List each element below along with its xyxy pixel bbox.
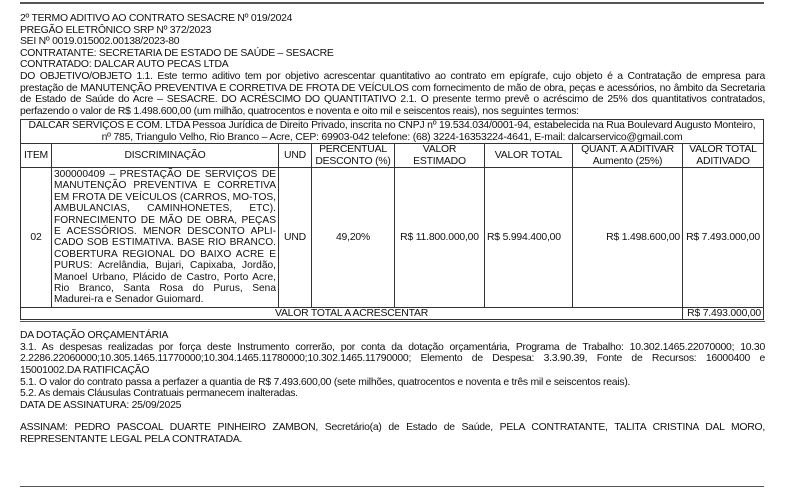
contratante: CONTRATANTE: SECRETARIA DE ESTADO DE SAÚDE – SESACRE [20,47,334,59]
col-valor-total: VALOR TOTAL [485,144,573,168]
cell-quant-aditivar: R$ 1.498.600,00 [573,167,683,307]
total-label: VALOR TOTAL A ACRESCENTAR [21,307,683,319]
col-valor-total-aditivado: VALOR TOTAL ADITIVADO [683,144,764,168]
sei-number: SEI Nº 0019.015002.00138/2023-80 [20,36,180,48]
cell-item: 02 [21,167,52,307]
items-table [20,119,764,320]
document-body [20,13,765,446]
col-item: ITEM [21,144,52,168]
pregao: PREGÃO ELETRÔNICO SRP Nº 372/2023 [20,24,212,36]
bottom-rule [20,486,764,487]
cell-percentual: 49,20% [312,167,395,307]
cell-und: UND [279,167,312,307]
company-info: DALCAR SERVIÇOS E COM. LTDA Pessoa Jurídica de Direito Privado, inscrita no CNPJ nº 19.534.034/0001-94, estabelecida na Rua Boulevard Augusto Monteiro, nº 785, Triangulo Velho, Rio Branco – Acre, CEP: 69903-042 telefone: (68) 3224-16353224-4641, E-mail: dalcarservico@gmail.com [21,120,764,144]
contratado: CONTRATADO: DALCAR AUTO PECAS LTDA [20,59,229,71]
col-discriminacao: DISCRIMINAÇÃO [52,144,279,168]
data-assinatura: DATA DE ASSINATURA: 25/09/2025 [20,399,182,411]
cell-valor-total-aditivado: R$ 7.493.000,00 [683,167,764,307]
cell-valor-estimado: R$ 11.800.000,00 [395,167,485,307]
demais-clausulas: 5.2. As demais Cláusulas Contratuais permanecem inalteradas. [20,388,298,400]
table-header [21,144,764,168]
col-percentual: PERCENTUAL DESCONTO (%) [312,144,395,168]
col-valor-estimado: VALOR ESTIMADO [395,144,485,168]
cell-valor-total: R$ 5.994.400,00 [485,167,573,307]
objeto-paragraph: DO OBJETIVO/OBJETO 1.1. Este termo aditivo tem por objetivo acrescentar quantitativo ao contrato em epígrafe, cujo objeto é a Contratação de empresa para prestação de MANUTENÇÃO PREVENTIVA E CORRETIVA DE FROTA DE VEÍCULOS com fornecimento de mão de obra, peças e acessórios, no âmbito da Secretaria de Estado de Saúde do Acre – SESACRE. DO ACRÉSCIMO DO QUANTITATIVO 2.1. O presente termo prevê o acréscimo de 25% dos quantitativos contratados, perfazendo o valor de R$ 1.498.600,00 (um milhão, quatrocentos e noventa e oito mil e seiscentos reais), nos seguintes termos: [20,70,765,117]
dotacao-paragraph: 3.1. As despesas realizadas por força deste Instrumento correrão, por conta da dotação orçamentária, Programa de Trabalho: 10.302.1465.22070000; 10.30 2.2286.22060000;10.305.1465.11770000;10.304.1465.11780000;10.302.1465.11790000; Elemento de Despesa: 3.3.90.39, Fonte de Recursos: 16000400 e 15001002.DA RATIFICAÇÃO [20,341,765,377]
table-row [21,167,764,307]
dotacao-heading: DA DOTAÇÃO ORÇAMENTÁRIA [20,330,169,342]
total-row [21,307,764,319]
top-rule [20,2,764,4]
assinam: ASSINAM: PEDRO PASCOAL DUARTE PINHEIRO ZAMBON, Secretário(a) de Estado de Saúde, PELA CONTRATANTE, TALITA CRISTINA DAL MORO, REPRESENTANTE LEGAL PELA CONTRATADA. [20,422,765,445]
cell-discriminacao: 300000409 – PRESTAÇÃO DE SERVIÇOS DE MANUTENÇÃO PREVENTIVA E CORRETIVA EM FROTA DE VEÍCULOS (CARROS, MO-TOS, AMBULANCIAS, CAMINHONETES, ETC). FORNECIMENTO DE MÃO DE OBRA, PEÇAS E ACESSÓRIOS. MENOR DESCONTO APLI-CADO SOB ESTIMATIVA. BASE RIO BRANCO. COBERTURA REGIONAL DO BAIXO ACRE E PURUS: Acrelândia, Bujari, Capixaba, Jordão, Manoel Urbano, Plácido de Castro, Porto Acre, Rio Branco, Santa Rosa do Purus, Sena Madurei-ra e Senador Guiomard. [52,167,279,307]
col-und: UND [279,144,312,168]
total-value: R$ 7.493.000,00 [683,307,764,319]
title: 2º TERMO ADITIVO AO CONTRATO SESACRE Nº 019/2024 [20,13,293,24]
valor-contrato: 5.1. O valor do contrato passa a perfazer a quantia de R$ 7.493.600,00 (sete milhões, quatrocentos e noventa e três mil e seiscentos reais). [20,376,631,388]
col-quant-aditivar: QUANT. A ADITIVAR Aumento (25%) [573,144,683,168]
